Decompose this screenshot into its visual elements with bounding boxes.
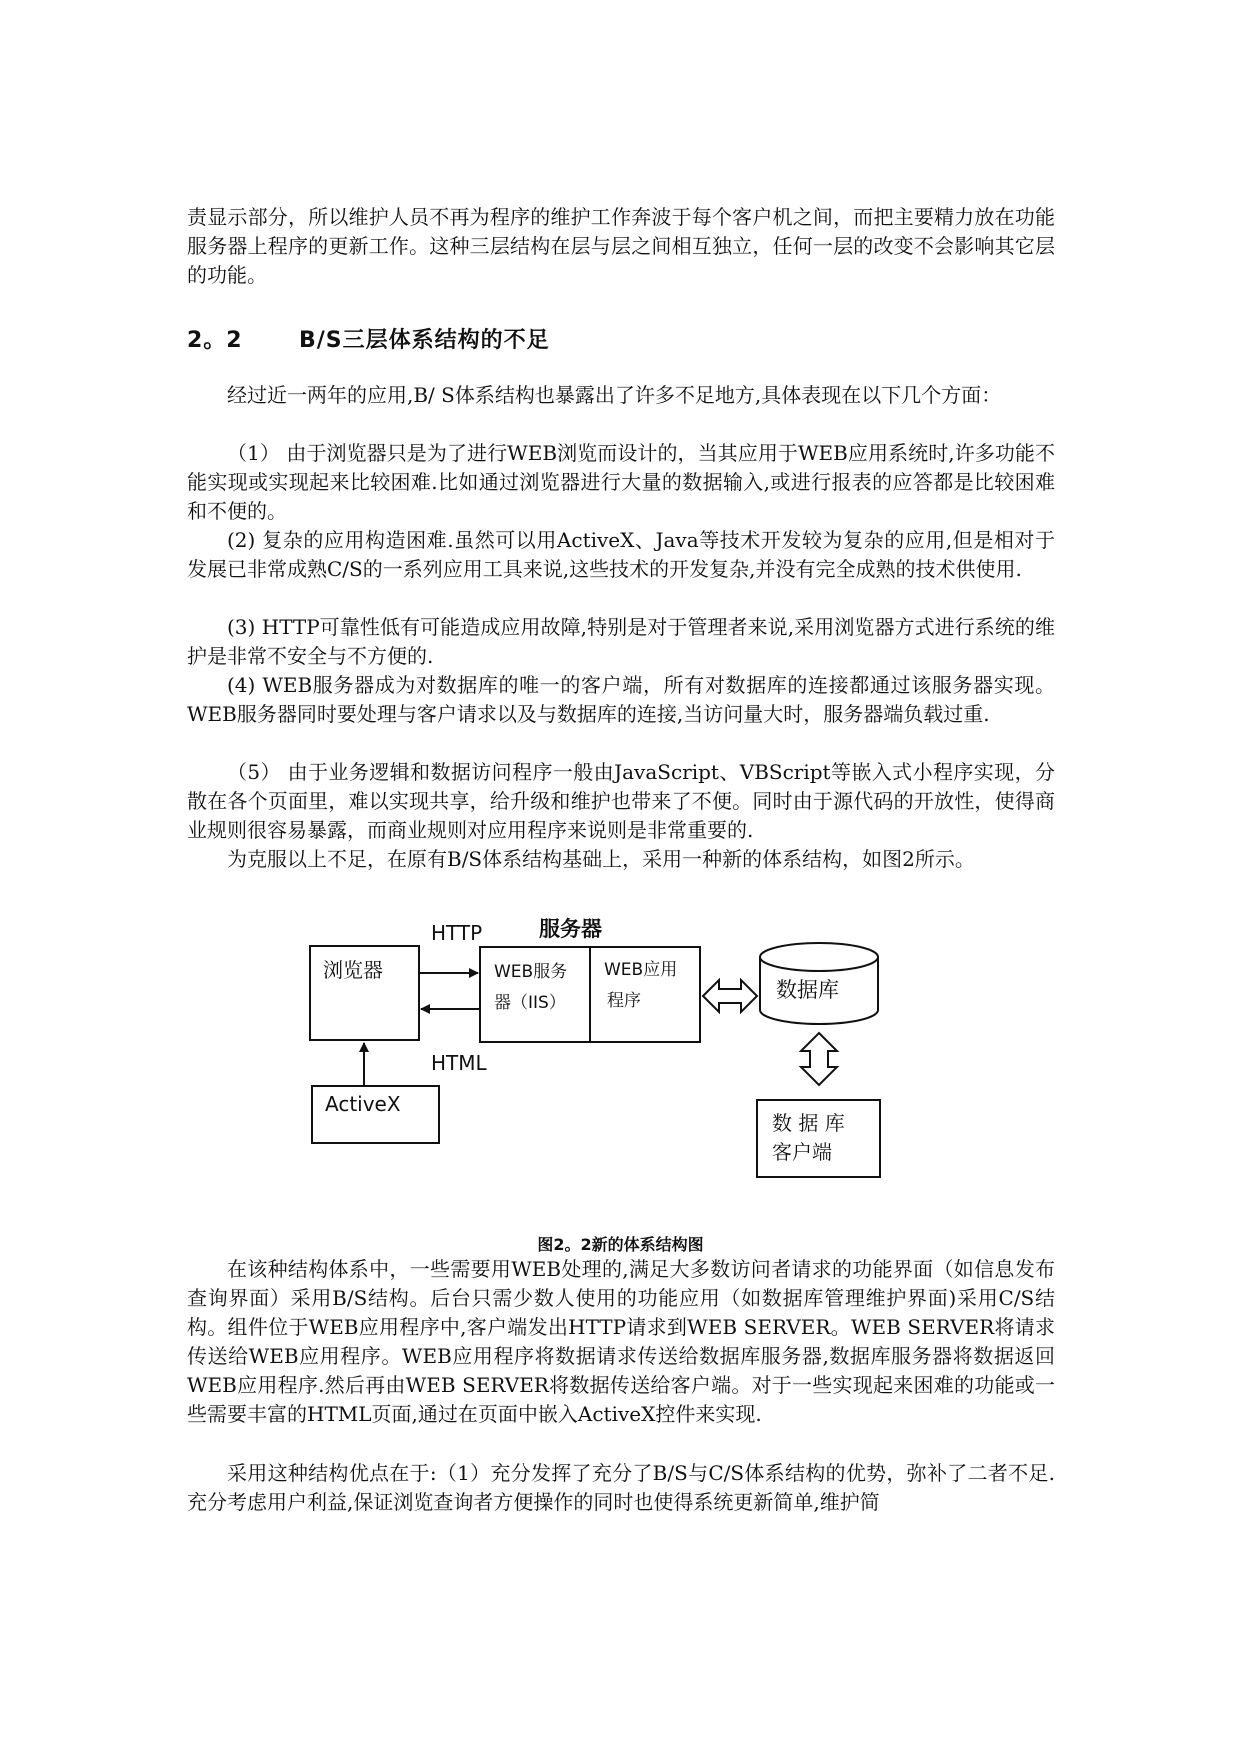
point-3: (3) HTTP可靠性低有可能造成应用故障,特别是对于管理者来说,采用浏览器方式进行系统的维护是非常不安全与不方便的. [187, 615, 1055, 668]
point-4: (4) WEB服务器成为对数据库的唯一的客户端，所有对数据库的连接都通过该服务器实现。WEB服务器同时要处理与客户请求以及与数据库的连接,当访问量大时，服务器端负载过重. [187, 673, 1055, 726]
web-server-line1: WEB服务 [494, 962, 568, 982]
database-cylinder-top [760, 943, 878, 971]
db-client-double-arrow [801, 1033, 837, 1085]
database-label: 数据库 [776, 978, 839, 1002]
point-5: （5） 由于业务逻辑和数据访问程序一般由JavaScript、VBScript等嵌入式小程序实现，分散在各个页面里，难以实现共享，给升级和维护也带来了不便。同时由于源代码的开放性，使得商业规则很容易暴露，而商业规则对应用程序来说则是非常重要的. [187, 760, 1055, 842]
top-paragraph: 责显示部分，所以维护人员不再为程序的维护工作奔波于每个客户机之间，而把主要精力放在功能服务器上程序的更新工作。这种三层结构在层与层之间相互独立，任何一层的改变不会影响其它层的功能。 [187, 205, 1055, 287]
db-client-line1: 数 据 库 [772, 1111, 845, 1135]
web-app-line1: WEB应用 [604, 960, 678, 980]
intro-paragraph: 经过近一两年的应用,B/ S体系结构也暴露出了许多不足地方,具体表现在以下几个方面： [227, 383, 1002, 407]
db-client-line2: 客户端 [772, 1140, 832, 1164]
final-paragraph: 采用这种结构优点在于:（1）充分发挥了充分了B/S与C/S体系结构的优势，弥补了二者不足.充分考虑用户利益,保证浏览查询者方便操作的同时也使得系统更新简单,维护简 [187, 1461, 1055, 1514]
lead-in-paragraph: 为克服以上不足，在原有B/S体系结构基础上，采用一种新的体系结构，如图2所示。 [227, 847, 975, 871]
app-db-double-arrow [703, 980, 757, 1012]
server-label: 服务器 [539, 917, 602, 941]
point-2: (2) 复杂的应用构造困难.虽然可以用ActiveX、Java等技术开发较为复杂的应用,但是相对于发展已非常成熟C/S的一系列应用工具来说,这些技术的开发复杂,并没有完全成熟的技术供使用. [187, 528, 1055, 581]
http-label: HTTP [431, 921, 483, 945]
activex-label: ActiveX [325, 1092, 401, 1116]
figure-caption: 图2。2新的体系结构图 [537, 1235, 704, 1254]
web-server-line2: 器（IIS） [494, 993, 566, 1013]
browser-label: 浏览器 [323, 958, 383, 982]
section-title: B/S三层体系结构的不足 [299, 328, 550, 353]
point-1: （1） 由于浏览器只是为了进行WEB浏览而设计的，当其应用于WEB应用系统时,许多功能不能实现或实现起来比较困难.比如通过浏览器进行大量的数据输入,或进行报表的应答都是比较困难和不便的。 [187, 441, 1055, 523]
web-app-line2: 程序 [607, 991, 641, 1011]
html-label: HTML [431, 1051, 487, 1075]
section-number: 2。2 [187, 328, 243, 353]
after-paragraph: 在该种结构体系中，一些需要用WEB处理的,满足大多数访问者请求的功能界面（如信息发布查询界面）采用B/S结构。后台只需少数人使用的功能应用（如数据库管理维护界面)采用C/S结构。组件位于WEB应用程序中,客户端发出HTTP请求到WEB SERVER。WEB SERVER将请求传送给WEB应用程序。WEB应用程序将数据请求传送给数据库服务器,数据库服务器将数据返回WEB应用程序.然后再由WEB SERVER将数据传送给客户端。对于一些实现起来困难的功能或一些需要丰富的HTML页面,通过在页面中嵌入ActiveX控件来实现. [187, 1257, 1055, 1426]
